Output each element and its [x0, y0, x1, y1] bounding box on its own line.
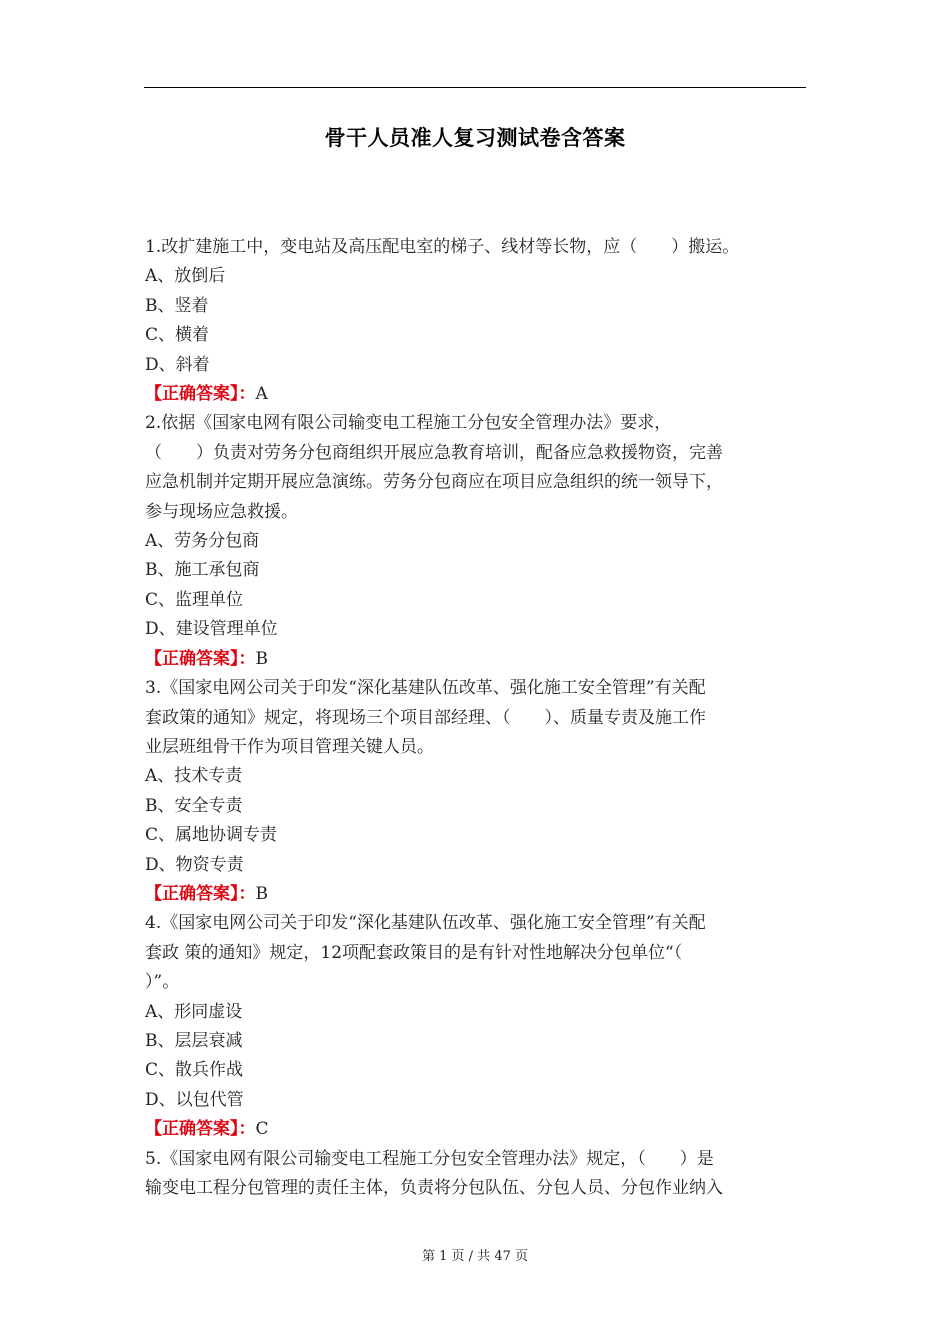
- option-a: A、形同虚设: [145, 1001, 243, 1022]
- header-rule: [144, 87, 806, 88]
- option-d: D、建设管理单位: [145, 619, 278, 640]
- question-5: [145, 1145, 810, 1204]
- option-c: C、横着: [145, 325, 210, 346]
- option-b: B、安全专责: [145, 795, 243, 816]
- question-stem-line: 2.依据《国家电网有限公司输变电工程施工分包安全管理办法》要求，: [145, 413, 672, 434]
- answer-value: B: [255, 648, 268, 669]
- option-b: B、施工承包商: [145, 560, 260, 581]
- answer-line: [145, 645, 810, 674]
- answer-value: B: [255, 883, 268, 904]
- question-stem-line: ）”。: [145, 972, 180, 993]
- question-2: [145, 409, 810, 674]
- option-b: B、竖着: [145, 295, 209, 316]
- option-a: A、劳务分包商: [145, 531, 260, 552]
- question-stem-line: 套政 策的通知》规定，12项配套政策目的是有针对性地解决分包单位“（: [145, 942, 683, 963]
- answer-label: 【正确答案】：: [145, 1119, 256, 1140]
- option-d: D、以包代管: [145, 1089, 244, 1110]
- question-stem-line: （ ）负责对劳务分包商组织开展应急教育培训，配备应急救援物资，完善: [145, 442, 723, 463]
- question-stem-line: 1.改扩建施工中，变电站及高压配电室的梯子、线材等长物，应（ ）搬运。: [145, 237, 740, 257]
- question-4: [145, 909, 810, 1144]
- answer-line: [145, 380, 810, 409]
- answer-value: C: [255, 1119, 269, 1140]
- page-footer: 第 1 页 / 共 47 页: [422, 1249, 528, 1264]
- answer-label: 【正确答案】：: [145, 883, 256, 904]
- option-a: A、技术专责: [145, 766, 243, 787]
- question-stem-line: 套政策的通知》规定，将现场三个项目部经理、（ ）、质量专责及施工作: [145, 707, 706, 728]
- question-stem-line: 应急机制并定期开展应急演练。劳务分包商应在项目应急组织的统一领导下，: [145, 472, 723, 493]
- option-a: A、放倒后: [145, 266, 226, 287]
- question-stem-line: 参与现场应急救援。: [145, 501, 298, 522]
- answer-line: [145, 880, 810, 909]
- question-stem-line: 3.《国家电网公司关于印发“深化基建队伍改革、强化施工安全管理”有关配: [145, 678, 706, 699]
- question-stem-line: 输变电工程分包管理的责任主体，负责将分包队伍、分包人员、分包作业纳入: [145, 1178, 723, 1198]
- answer-label: 【正确答案】：: [145, 384, 256, 405]
- question-3: [145, 674, 810, 909]
- option-c: C、监理单位: [145, 589, 244, 610]
- question-stem-line: 5.《国家电网有限公司输变电工程施工分包安全管理办法》规定，（ ）是: [145, 1148, 714, 1169]
- option-c: C、属地协调专责: [145, 825, 278, 846]
- option-b: B、层层衰减: [145, 1030, 243, 1051]
- option-d: D、斜着: [145, 354, 210, 375]
- answer-line: [145, 1115, 810, 1144]
- answer-label: 【正确答案】：: [145, 648, 256, 669]
- question-stem-line: 4.《国家电网公司关于印发“深化基建队伍改革、强化施工安全管理”有关配: [145, 913, 706, 934]
- question-list: [145, 233, 810, 1203]
- question-stem-line: 业层班组骨干作为项目管理关键人员。: [145, 736, 434, 757]
- answer-value: A: [255, 384, 268, 405]
- document-title: 骨干人员准人复习测试卷含答案: [324, 126, 626, 150]
- question-1: [145, 233, 810, 409]
- option-d: D、物资专责: [145, 854, 244, 875]
- option-c: C、散兵作战: [145, 1060, 244, 1081]
